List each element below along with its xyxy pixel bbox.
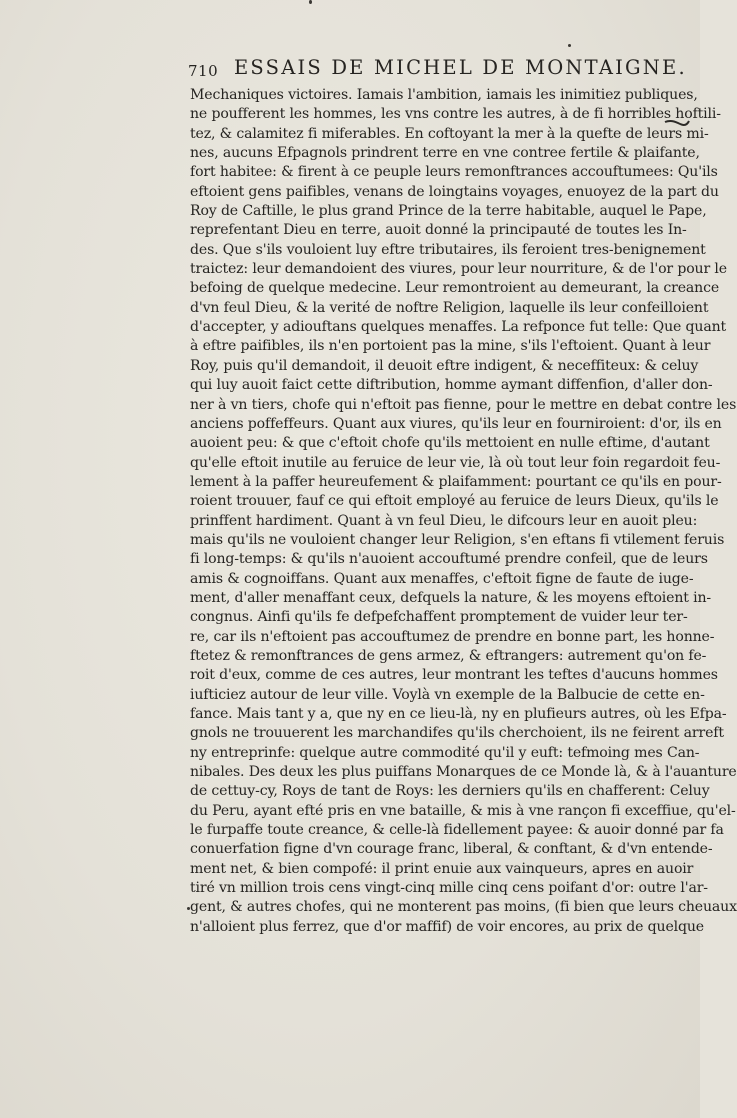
text-line: nibales. Des deux les plus puiffans Monarques de ce Monde là, & à l'auanture (190, 764, 737, 781)
text-line: gent, & autres chofes, qui ne monterent pas moins, (fi bien que leurs cheuaux (190, 899, 737, 916)
text-line: roient trouuer, fauf ce qui eftoit employé au feruice de leurs Dieux, qu'ils le (190, 493, 719, 510)
text-line: eftoient gens paifibles, venans de loingtains voyages, enuoyez de la part du (190, 183, 719, 200)
text-line: ment net, & bien compofé: il print enuie aux vainqueurs, apres en auoir (190, 860, 694, 877)
text-line: prinffent hardiment. Quant à vn feul Dieu, le difcours leur en auoit pleu: (190, 512, 698, 529)
text-line: iufticiez autour de leur ville. Voylà vn exemple de la Balbucie de cette en- (190, 686, 705, 703)
text-line: befoing de quelque medecine. Leur remontroient au demeurant, la creance (190, 280, 720, 297)
text-line: amis & cognoiffans. Quant aux menaffes, c'eftoit figne de faute de iuge- (190, 570, 694, 587)
text-line: re, car ils n'eftoient pas accouftumez de prendre en bonne part, les honne- (190, 628, 715, 645)
text-line: Mechaniques victoires. Iamais l'ambition, iamais les inimitiez publiques, (190, 87, 698, 103)
text-line: ne poufferent les hommes, les vns contre les autres, à de fi horribles hoftili- (190, 106, 721, 123)
text-line: Roy, puis qu'il demandoit, il deuoit eftre indigent, & neceffiteux: & celuy (190, 357, 699, 374)
text-line: tiré vn million trois cens vingt-cinq mille cinq cens poifant d'or: outre l'ar- (190, 880, 708, 897)
text-line: conuerfation figne d'vn courage franc, liberal, & conftant, & d'vn entende- (190, 841, 713, 858)
text-line: à eftre paifibles, ils n'en portoient pas la mine, s'ils l'eftoient. Quant à leur (190, 338, 711, 355)
text-line: des. Que s'ils vouloient luy eftre tributaires, ils feroient tres-benignement (190, 241, 706, 258)
body-text (190, 86, 737, 937)
page-header (188, 56, 687, 82)
ink-speck (568, 44, 571, 47)
text-line: congnus. Ainfi qu'ils fe defpefchaffent promptement de vuider leur ter- (190, 609, 688, 626)
text-line: qu'elle eftoit inutile au feruice de leur vie, là où tout leur foin regardoit feu- (190, 454, 721, 471)
text-line: ftetez & remonftrances de gens armez, & eftrangers: autrement qu'on fe- (190, 647, 707, 664)
text-line: nes, aucuns Efpagnols prindrent terre en vne contree fertile & plaifante, (190, 145, 700, 162)
text-line: n'alloient plus ferrez, que d'or maffif) de voir encores, au prix de quelque (190, 918, 704, 935)
text-line: du Peru, ayant efté pris en vne bataille, & mis à vne rançon fi exceffiue, qu'el- (190, 802, 736, 819)
page-number: 710 (188, 62, 219, 80)
text-line: fance. Mais tant y a, que ny en ce lieu-là, ny en plufieurs autres, où les Efpa- (190, 706, 727, 722)
text-line: d'vn feul Dieu, & la verité de noftre Religion, laquelle ils leur confeilloient (190, 299, 709, 316)
text-line: auoient peu: & que c'eftoit chofe qu'ils mettoient en nulle eftime, d'autant (190, 435, 710, 452)
text-line: lement à la paffer heureufement & plaifamment: pourtant ce qu'ils en pour- (190, 473, 722, 490)
text-line: mais qu'ils ne vouloient changer leur Religion, s'en eftans fi vtilement feruis (190, 531, 725, 548)
ink-speck (187, 907, 190, 910)
text-line: gnols ne trouuerent les marchandifes qu'ils cherchoient, ils ne feirent arreft (190, 725, 724, 742)
text-line: fort habitee: & firent à ce peuple leurs remonftrances accouftumees: Qu'ils (190, 164, 718, 181)
ink-speck (309, 0, 312, 4)
text-line: le furpaffe toute creance, & celle-là fidellement payee: & auoir donné par fa (190, 822, 724, 839)
text-line: fi long-temps: & qu'ils n'auoient accouftumé prendre confeil, que de leurs (190, 551, 708, 568)
text-line: ment, d'aller menaffant ceux, defquels la nature, & les moyens eftoient in- (190, 589, 712, 606)
text-line: ner à vn tiers, chofe qui n'eftoit pas fienne, pour le mettre en debat contre les (190, 396, 737, 413)
text-line: reprefentant Dieu en terre, auoit donné la principauté de toutes les In- (190, 222, 687, 239)
text-line: qui luy auoit faict cette diftribution, homme aymant diffenfion, d'aller don- (190, 377, 713, 394)
text-line: tez, & calamitez fi miferables. En coftoyant la mer à la quefte de leurs mi- (190, 125, 709, 142)
running-head: ESSAIS DE MICHEL DE MONTAIGNE. (234, 56, 687, 79)
text-line: d'accepter, y adiouftans quelques menaffes. La refponce fut telle: Que quant (190, 319, 727, 336)
text-line: de cettuy-cy, Roys de tant de Roys: les derniers qu'ils en chafferent: Celuy (190, 783, 710, 800)
text-line: traictez: leur demandoient des viures, pour leur nourriture, & de l'or pour le (190, 261, 727, 278)
text-line: anciens poffeffeurs. Quant aux viures, qu'ils leur en fourniroient: d'or, ils en (190, 415, 722, 432)
text-line: ny entreprinfe: quelque autre commodité qu'il y euft: tefmoing mes Can- (190, 744, 700, 761)
text-line: Roy de Caftille, le plus grand Prince de la terre habitable, auquel le Pape, (190, 203, 707, 220)
text-line: roit d'eux, comme de ces autres, leur montrant les teftes d'aucuns hommes (190, 667, 718, 684)
